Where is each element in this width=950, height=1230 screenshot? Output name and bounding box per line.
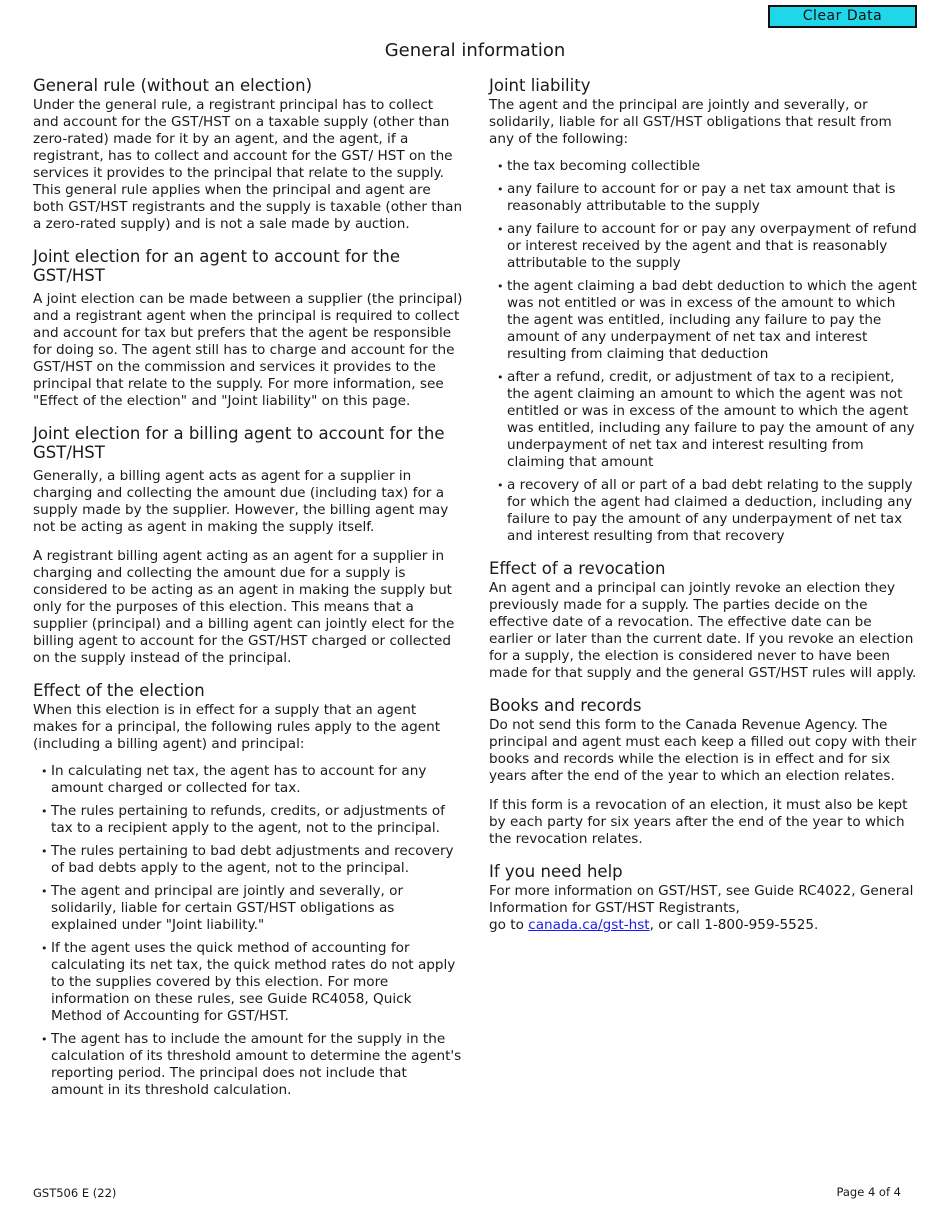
list-item-text: If the agent uses the quick method of accounting for calculating its net tax, the quick method rates do not apply to the supplies covered by this election. For more information on these rules, see Guide RC4058, Quick Method of Accounting for GST/HST. [51, 940, 456, 1024]
list-item-text: In calculating net tax, the agent has to account for any amount charged or collected for tax. [51, 763, 427, 796]
list-item [489, 158, 919, 175]
help-go-to: go to [489, 917, 529, 933]
list-item-text: the agent claiming a bad debt deduction to which the agent was not entitled or was in excess of the amount to which the agent was entitled, including any failure to pay the amount of any underpayment of net tax and interest resulting from claiming that deduction [507, 278, 917, 362]
bullet-icon: • [497, 371, 504, 384]
bullet-icon: • [41, 765, 48, 778]
bullet-icon: • [41, 942, 48, 955]
bullet-icon: • [41, 805, 48, 818]
section-books-and-records [489, 696, 919, 848]
section-body: A joint election can be made between a supplier (the principal) and a registrant agent when the principal is required to collect and account for tax but prefers that the agent be responsible for doing so. The agent still has to charge and account for the GST/HST on the commission and services it provides to the principal that relate to the supply. For more information, see "Effect of the election" and "Joint liability" on this page. [33, 291, 463, 409]
bullet-icon: • [41, 845, 48, 858]
section-body: The agent and the principal are jointly and severally, or solidarily, liable for all GST/HST obligations that result from any of the following: [489, 97, 892, 147]
list-item-text: The rules pertaining to refunds, credits, or adjustments of tax to a recipient apply to the agent, not to the principal. [51, 803, 445, 836]
section-body: A registrant billing agent acting as an agent for a supplier in charging and collecting the amount due for a supply is considered to be acting as an agent in making the supply but only for the purposes of this election. This means that a supplier (principal) and a billing agent can jointly elect for the billing agent to account for the GST/HST charged or collected on the supply instead of the principal. [33, 548, 455, 666]
liability-list [489, 158, 919, 545]
help-call: , or call 1-800-959-5525. [649, 917, 819, 933]
section-joint-election-agent [33, 247, 463, 410]
left-column [33, 76, 463, 1113]
section-joint-liability [489, 76, 919, 545]
list-item [33, 843, 463, 877]
bullet-icon: • [497, 479, 504, 492]
list-item-text: The agent and principal are jointly and severally, or solidarily, liable for certain GST/HST obligations as explained under "Joint liability." [51, 883, 404, 933]
list-item-text: any failure to account for or pay any overpayment of refund or interest received by the agent and that is reasonably attributable to the supply [507, 221, 917, 271]
list-item-text: The agent has to include the amount for the supply in the calculation of its threshold amount to determine the agent's reporting period. The principal does not include that amount in its threshold calculation. [51, 1031, 462, 1098]
form-identifier: GST506 E (22) [33, 1186, 117, 1200]
effect-list [33, 763, 463, 1099]
section-effect-of-revocation [489, 559, 919, 682]
list-item [33, 803, 463, 837]
section-body: Under the general rule, a registrant principal has to collect and account for the GST/HST on a taxable supply (other than zero-rated) made for it by an agent, and the agent, if a registrant, has to collect and account for the GST/ HST on the services it provides to the principal that relate to the supply. This general rule applies when the principal and agent are both GST/HST registrants and the supply is taxable (other than a zero-rated supply) and is not a sale made by auction. [33, 97, 463, 232]
section-if-you-need-help [489, 862, 919, 934]
list-item-text: after a refund, credit, or adjustment of tax to a recipient, the agent claiming an amount to which the agent was not entitled or was in excess of the amount to which the agent was entitled, including any failure to pay the amount of any underpayment of net tax and interest resulting from claiming that amount [507, 369, 915, 470]
section-body [489, 883, 919, 934]
section-general-rule [33, 76, 463, 233]
section-body: If this form is a revocation of an election, it must also be kept by each party for six years after the end of the year to which the revocation relates. [489, 797, 908, 847]
bullet-icon: • [41, 1033, 48, 1046]
section-body: Generally, a billing agent acts as agent for a supplier in charging and collecting the amount due (including tax) for a supply made by the supplier. However, the billing agent may not be acting as agent in making the supply itself. [33, 468, 449, 535]
section-body: An agent and a principal can jointly revoke an election they previously made for a supply. The parties decide on the effective date of a revocation. The effective date can be earlier or later than the current date. If you revoke an election for a supply, the election is considered never to have been made for that supply and the general GST/HST rules will apply. [489, 580, 917, 681]
bullet-icon: • [497, 223, 504, 236]
list-item [489, 221, 919, 272]
list-item [33, 940, 463, 1025]
list-item-text: The rules pertaining to bad debt adjustments and recovery of bad debts apply to the agent, not to the principal. [51, 843, 454, 876]
bullet-icon: • [497, 280, 504, 293]
section-heading: If you need help [489, 862, 623, 881]
section-body: Do not send this form to the Canada Revenue Agency. The principal and agent must each keep a filled out copy with their books and records while the election is in effect and for six years after the end of the year to which an election relates. [489, 717, 917, 784]
canada-gst-hst-link[interactable]: canada.ca/gst-hst [528, 917, 650, 933]
section-effect-of-election [33, 681, 463, 1099]
list-item [489, 477, 919, 545]
list-item-text: the tax becoming collectible [507, 158, 701, 174]
section-heading: Joint liability [489, 76, 591, 95]
page-title: General information [384, 40, 566, 61]
list-item [489, 181, 919, 215]
section-heading: General rule (without an election) [33, 76, 313, 95]
help-text: For more information on GST/HST, see Guide RC4022, General Information for GST/HST Registrants, [489, 883, 914, 916]
bullet-icon: • [497, 183, 504, 196]
list-item [33, 1031, 463, 1099]
list-item-text: a recovery of all or part of a bad debt relating to the supply for which the agent had claimed a deduction, including any failure to pay the amount of any underpayment of net tax and interest resulting from that recovery [507, 477, 913, 544]
section-heading: Effect of a revocation [489, 559, 666, 578]
section-body: When this election is in effect for a supply that an agent makes for a principal, the following rules apply to the agent (including a billing agent) and principal: [33, 702, 441, 752]
list-item [33, 883, 463, 934]
section-heading: Effect of the election [33, 681, 205, 700]
list-item [33, 763, 463, 797]
section-joint-election-billing-agent [33, 424, 463, 667]
right-column [489, 76, 919, 948]
list-item-text: any failure to account for or pay a net tax amount that is reasonably attributable to the supply [507, 181, 896, 214]
section-heading: Joint election for an agent to account for the GST/HST [33, 247, 400, 285]
bullet-icon: • [41, 885, 48, 898]
list-item [489, 278, 919, 363]
clear-data-button[interactable]: Clear Data [768, 5, 917, 28]
bullet-icon: • [497, 160, 504, 173]
section-heading: Joint election for a billing agent to account for the GST/HST [33, 424, 445, 462]
page-number: Page 4 of 4 [836, 1185, 901, 1199]
section-heading: Books and records [489, 696, 642, 715]
list-item [489, 369, 919, 471]
